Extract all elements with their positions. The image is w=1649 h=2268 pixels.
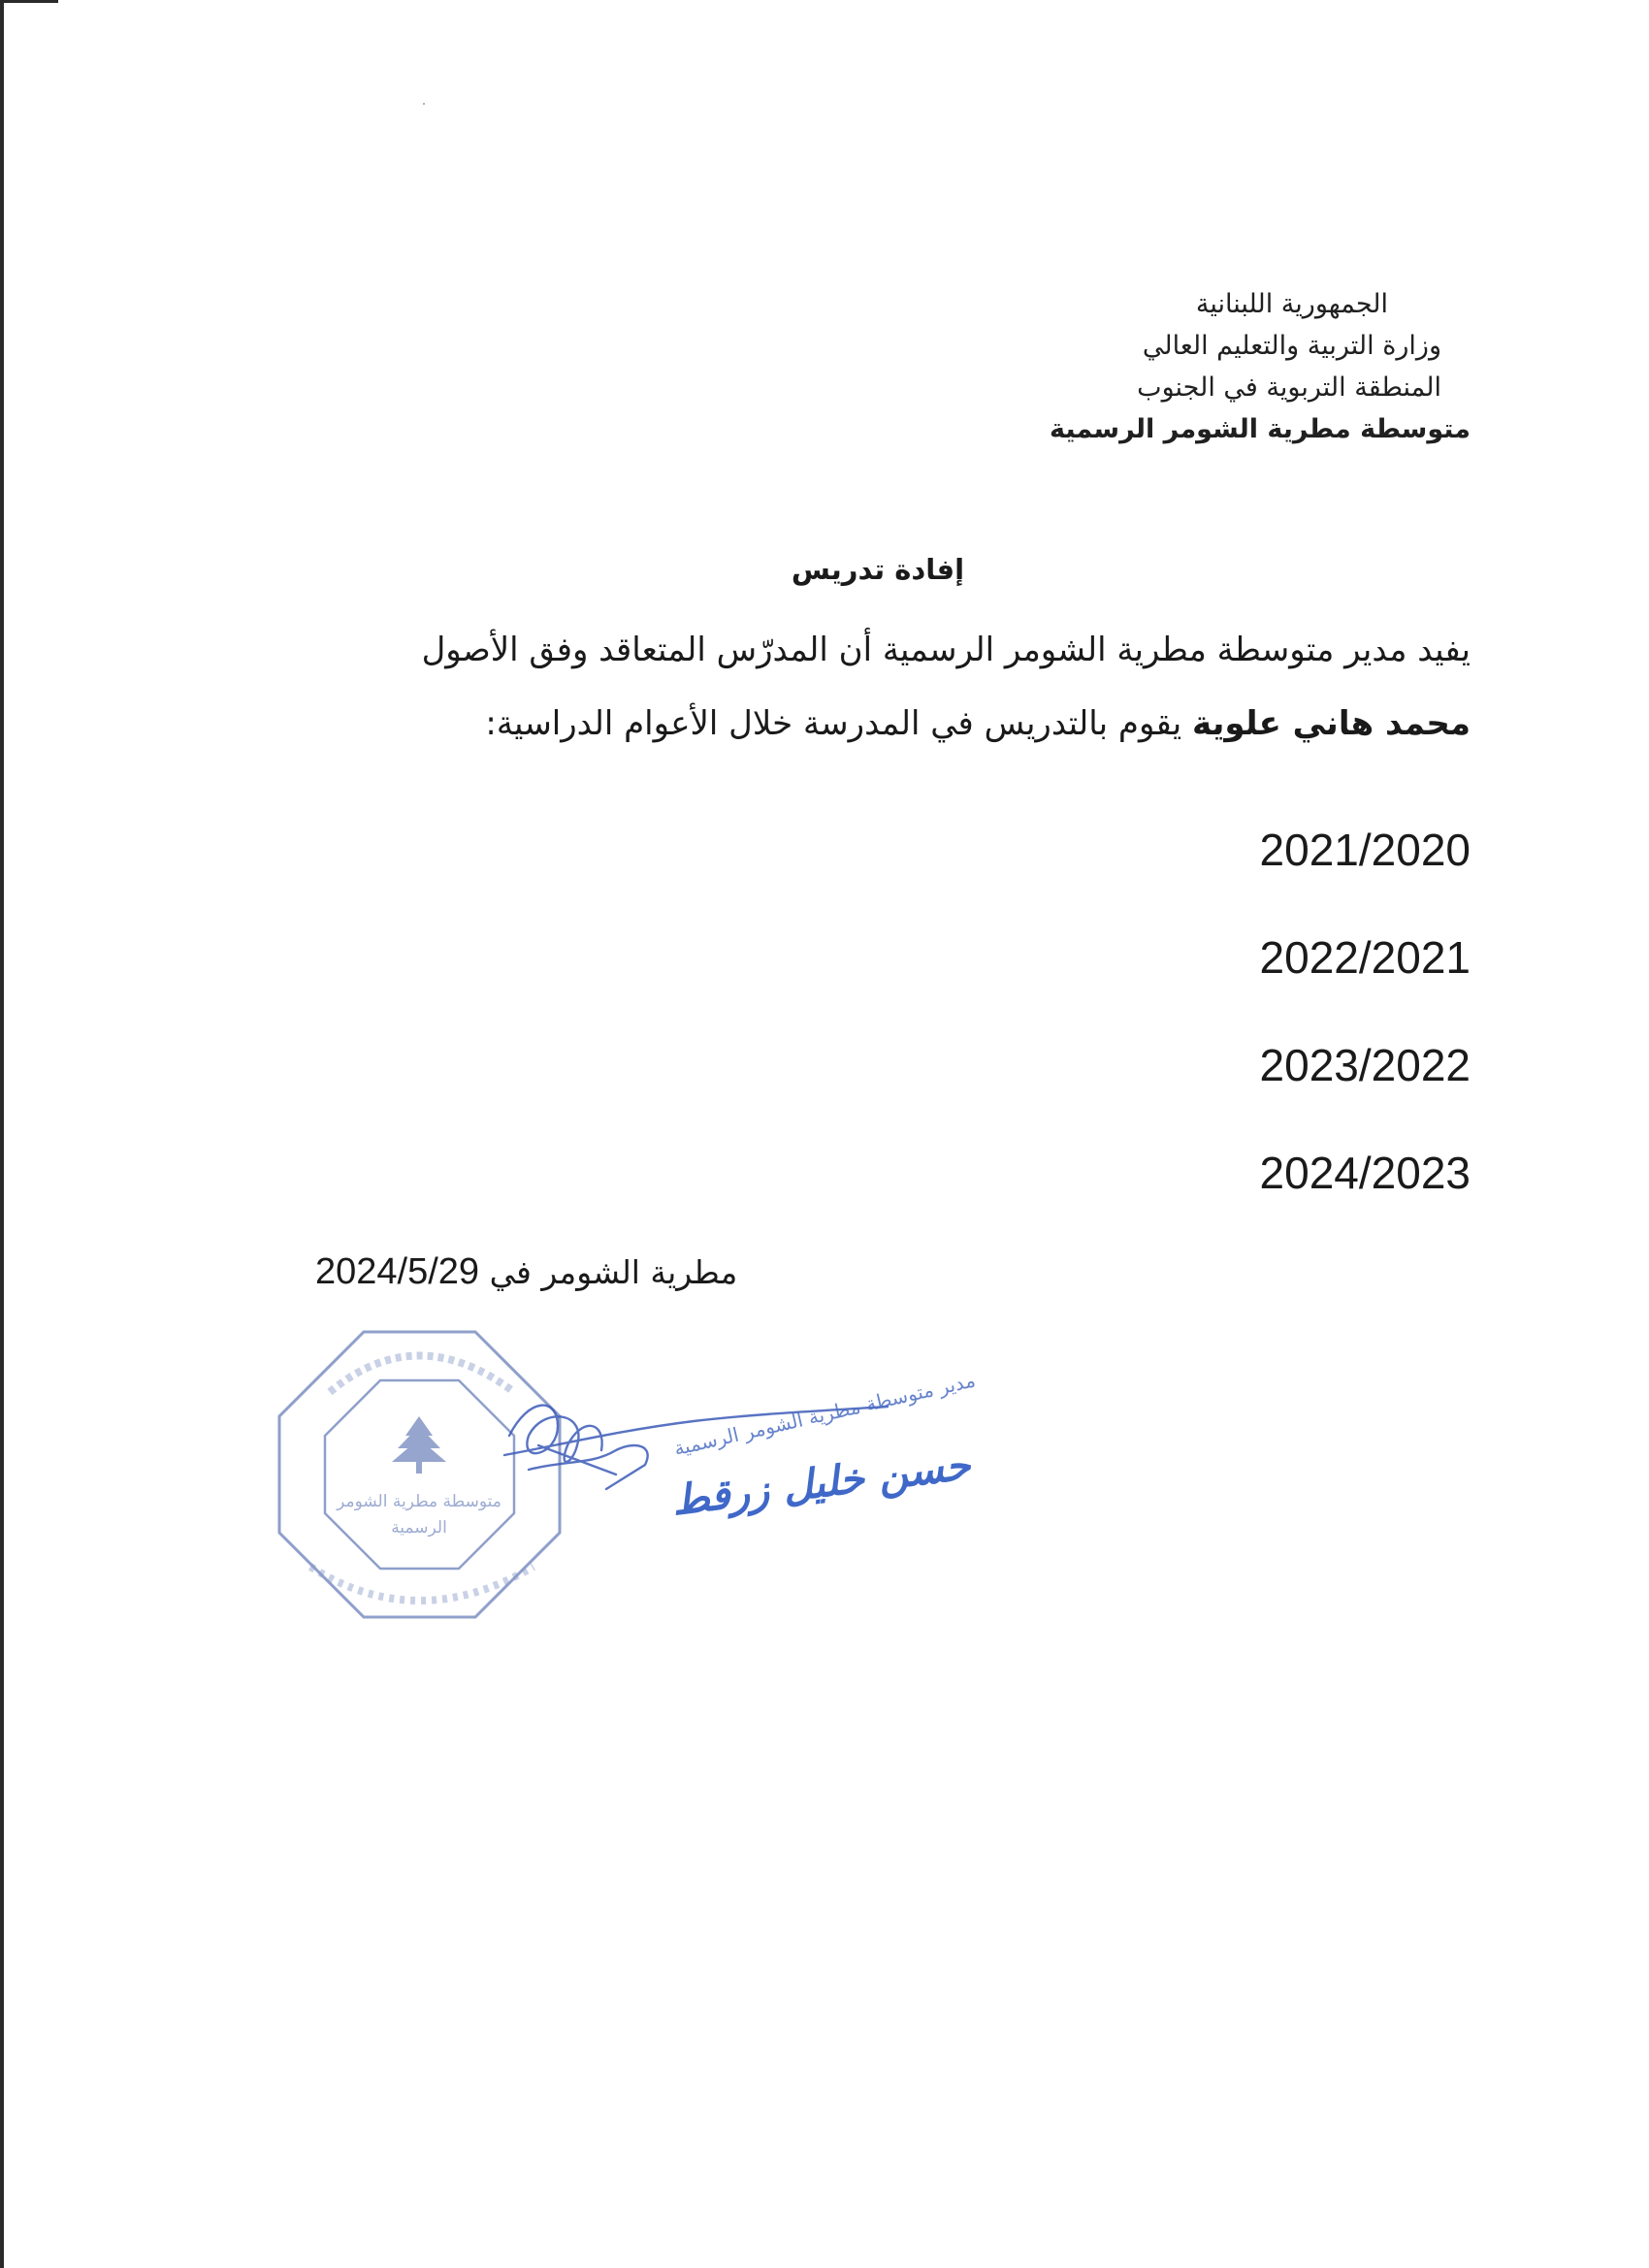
- stamp-inner-octagon: [325, 1380, 514, 1569]
- document-title-wrapper: [0, 553, 1649, 586]
- letterhead: [966, 283, 1471, 450]
- scan-top-mark: [0, 0, 58, 3]
- stamp-inner-line2: الرسمية: [391, 1518, 447, 1538]
- paragraph-line-2-rest: يقوم بالتدريس في المدرسة خلال الأعوام الدراسية:: [485, 704, 1193, 743]
- stamp-outer-lettering-top: [330, 1356, 514, 1393]
- academic-year: 2024/2023: [1259, 1148, 1471, 1198]
- document-title: إفادة تدريس: [791, 553, 965, 586]
- academic-year: 2022/2021: [1259, 932, 1471, 983]
- scan-left-edge: [0, 0, 4, 2268]
- academic-year: 2021/2020: [1259, 825, 1471, 875]
- cedar-tree-icon: [392, 1416, 446, 1474]
- signature-caption: مدير متوسطة مطرية الشومر الرسمية: [671, 1368, 978, 1461]
- signatory-name: حسن خليل زرقط: [668, 1441, 973, 1525]
- letterhead-republic: الجمهورية اللبنانية: [1195, 289, 1388, 319]
- paragraph-line-2: [485, 704, 1471, 743]
- letterhead-region: المنطقة التربوية في الجنوب: [1137, 373, 1441, 403]
- scan-speck: [423, 103, 425, 105]
- stamp-inner-line1: متوسطة مطرية الشومر: [337, 1492, 501, 1511]
- issue-date: 2024/5/29: [315, 1251, 480, 1292]
- letterhead-school: متوسطة مطرية الشومر الرسمية: [1050, 414, 1471, 444]
- academic-year: 2023/2022: [1259, 1040, 1471, 1090]
- academic-years-list: [1260, 823, 1471, 1253]
- place-and-date: [315, 1251, 737, 1293]
- place-prefix: مطرية الشومر في: [489, 1253, 738, 1291]
- teacher-name: محمد هاني علوية: [1192, 704, 1471, 743]
- paragraph-line-1: يفيد مدير متوسطة مطرية الشومر الرسمية أن المدرّس المتعاقد وفق الأصول: [421, 631, 1471, 669]
- letterhead-ministry: وزارة التربية والتعليم العالي: [1142, 331, 1441, 361]
